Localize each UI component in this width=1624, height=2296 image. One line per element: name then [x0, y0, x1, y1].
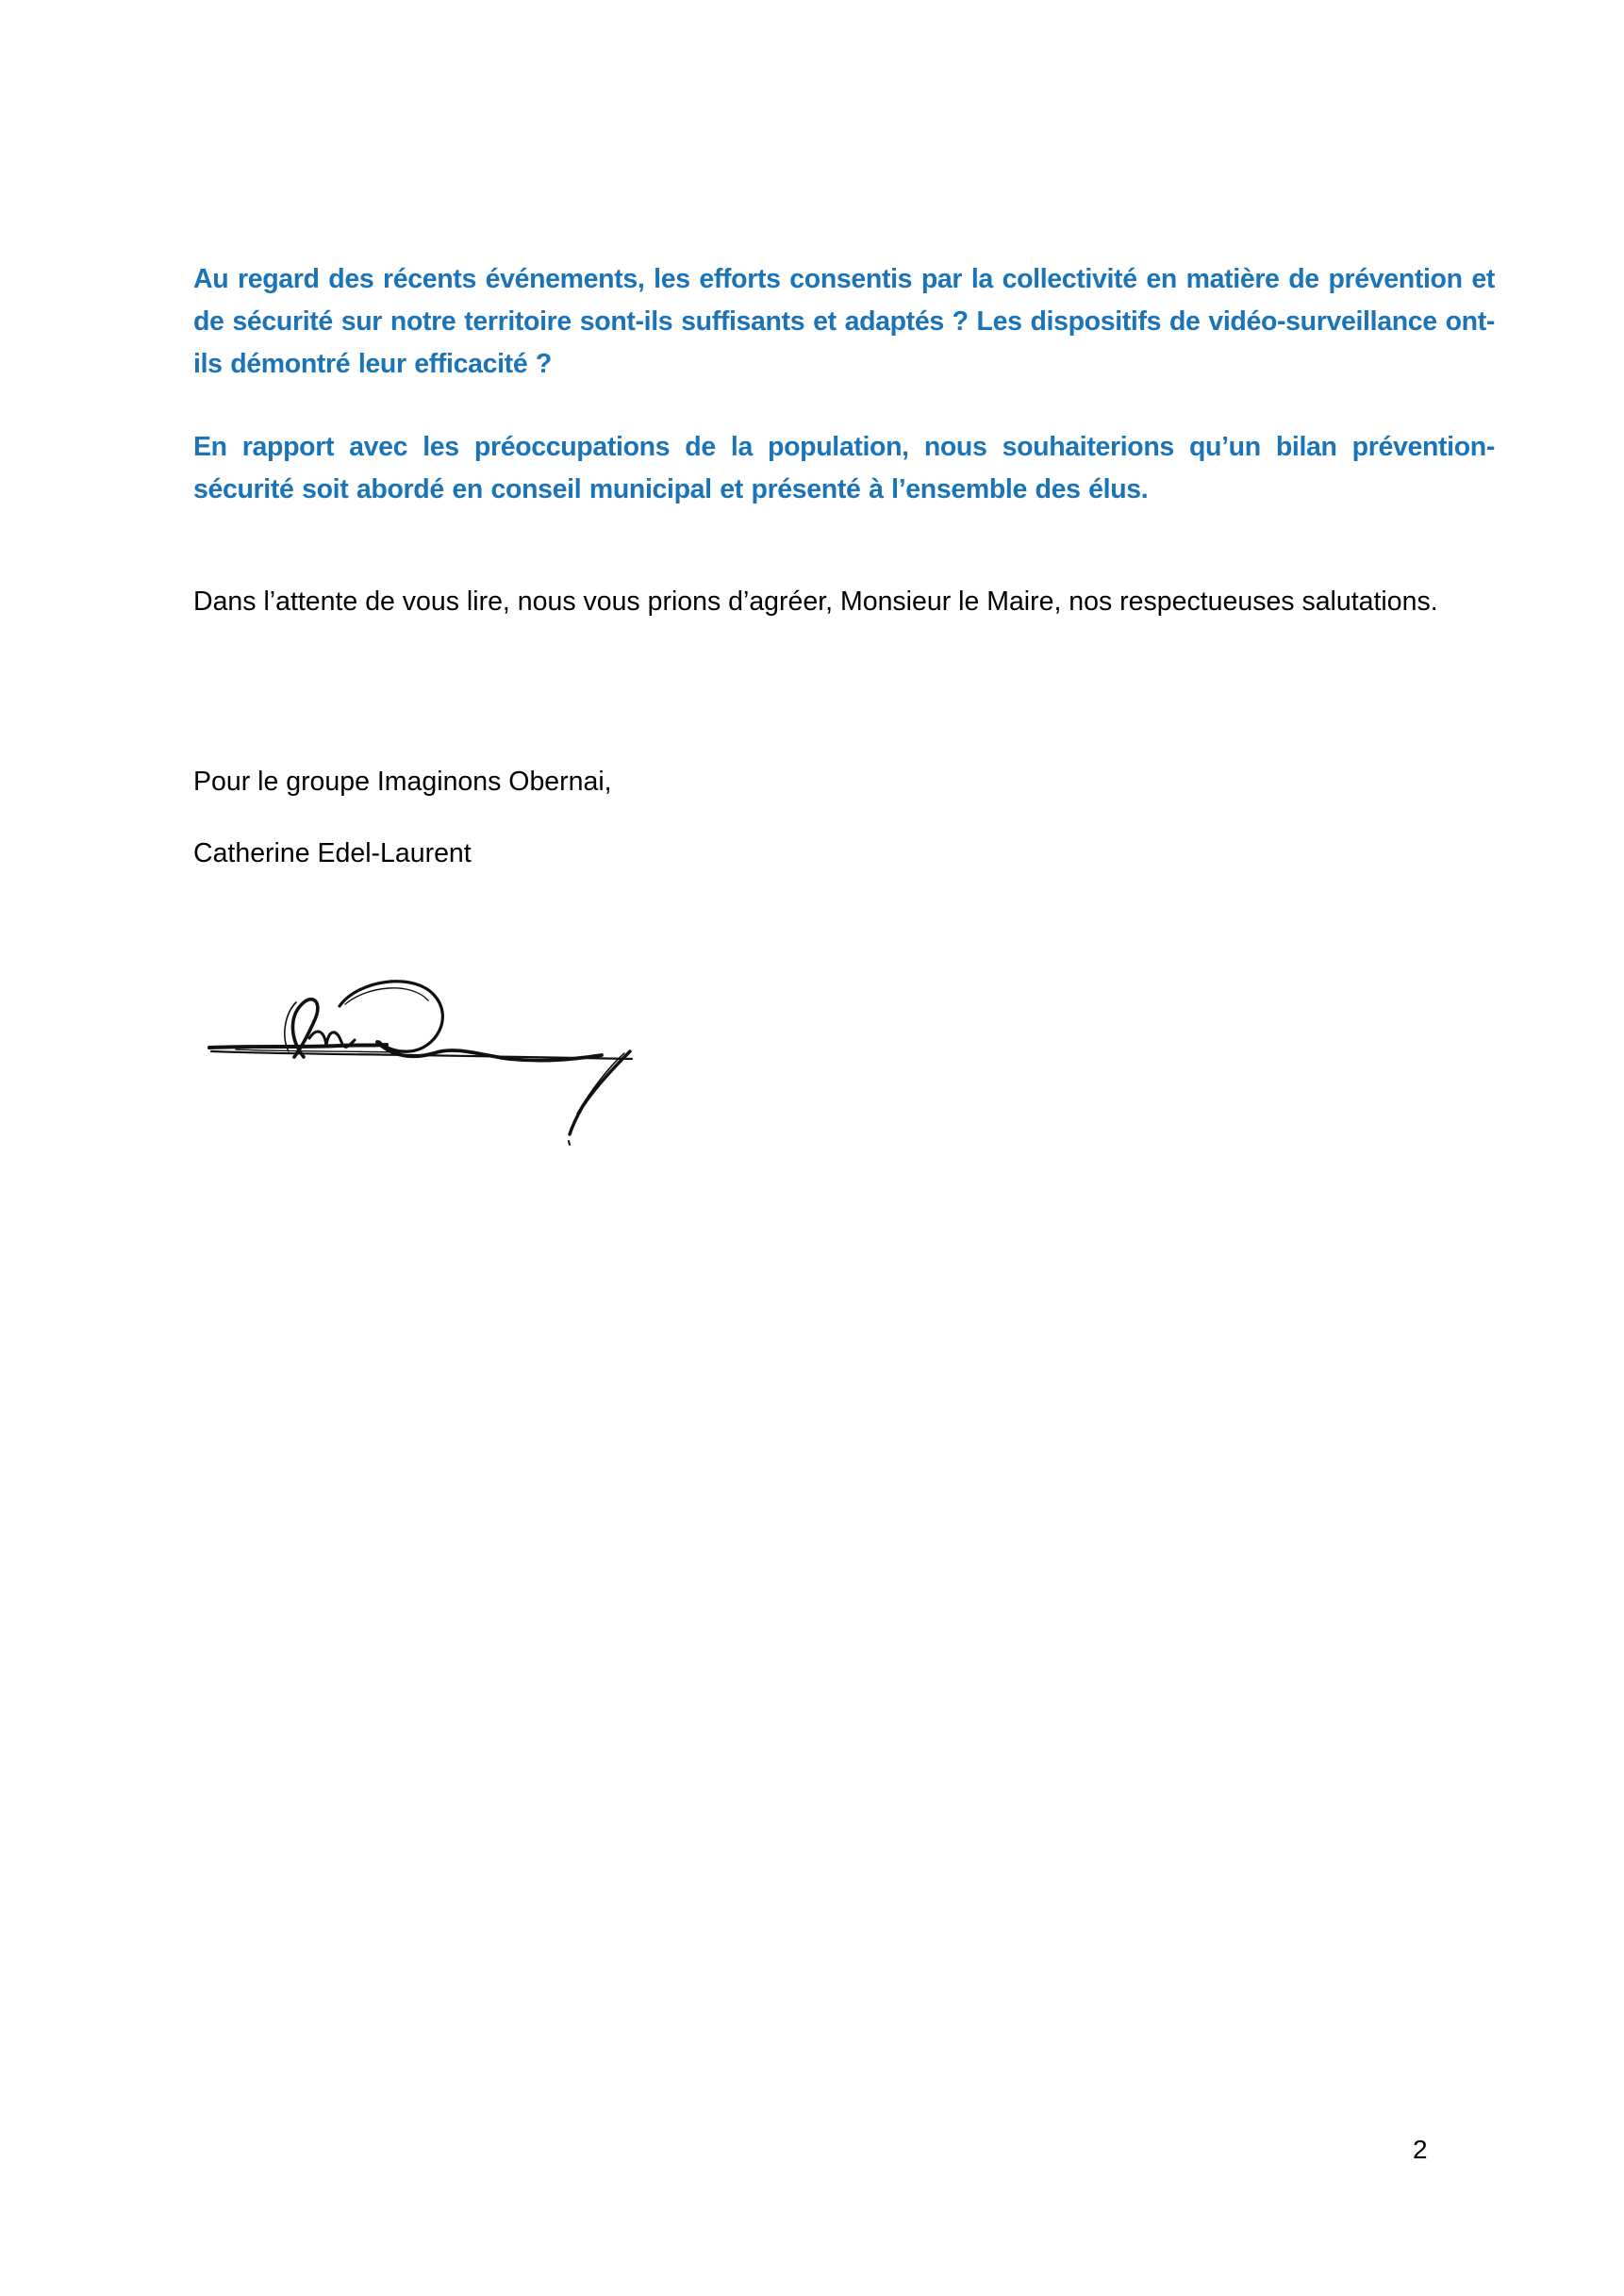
closing-paragraph: Dans l’attente de vous lire, nous vous prions d’agréer, Monsieur le Maire, nos respectueuses salutations. — [193, 586, 1438, 617]
handwritten-signature — [198, 948, 670, 1155]
question-paragraph: Au regard des récents événements, les efforts consentis par la collectivité en matière de prévention et de sécurité sur notre territoire sont-ils suffisants et adaptés ? Les dispositifs de vidéo-surveillance ont-ils démontré leur efficacité ? — [193, 264, 1495, 379]
request-paragraph: En rapport avec les préoccupations de la population, nous souhaiterions qu’un bilan prévention-sécurité soit abordé en conseil municipal et présenté à l’ensemble des élus. — [193, 432, 1495, 504]
group-line: Pour le groupe Imaginons Obernai, — [193, 767, 612, 797]
signatory-name: Catherine Edel-Laurent — [193, 838, 472, 868]
page-number: 2 — [1413, 2135, 1428, 2164]
